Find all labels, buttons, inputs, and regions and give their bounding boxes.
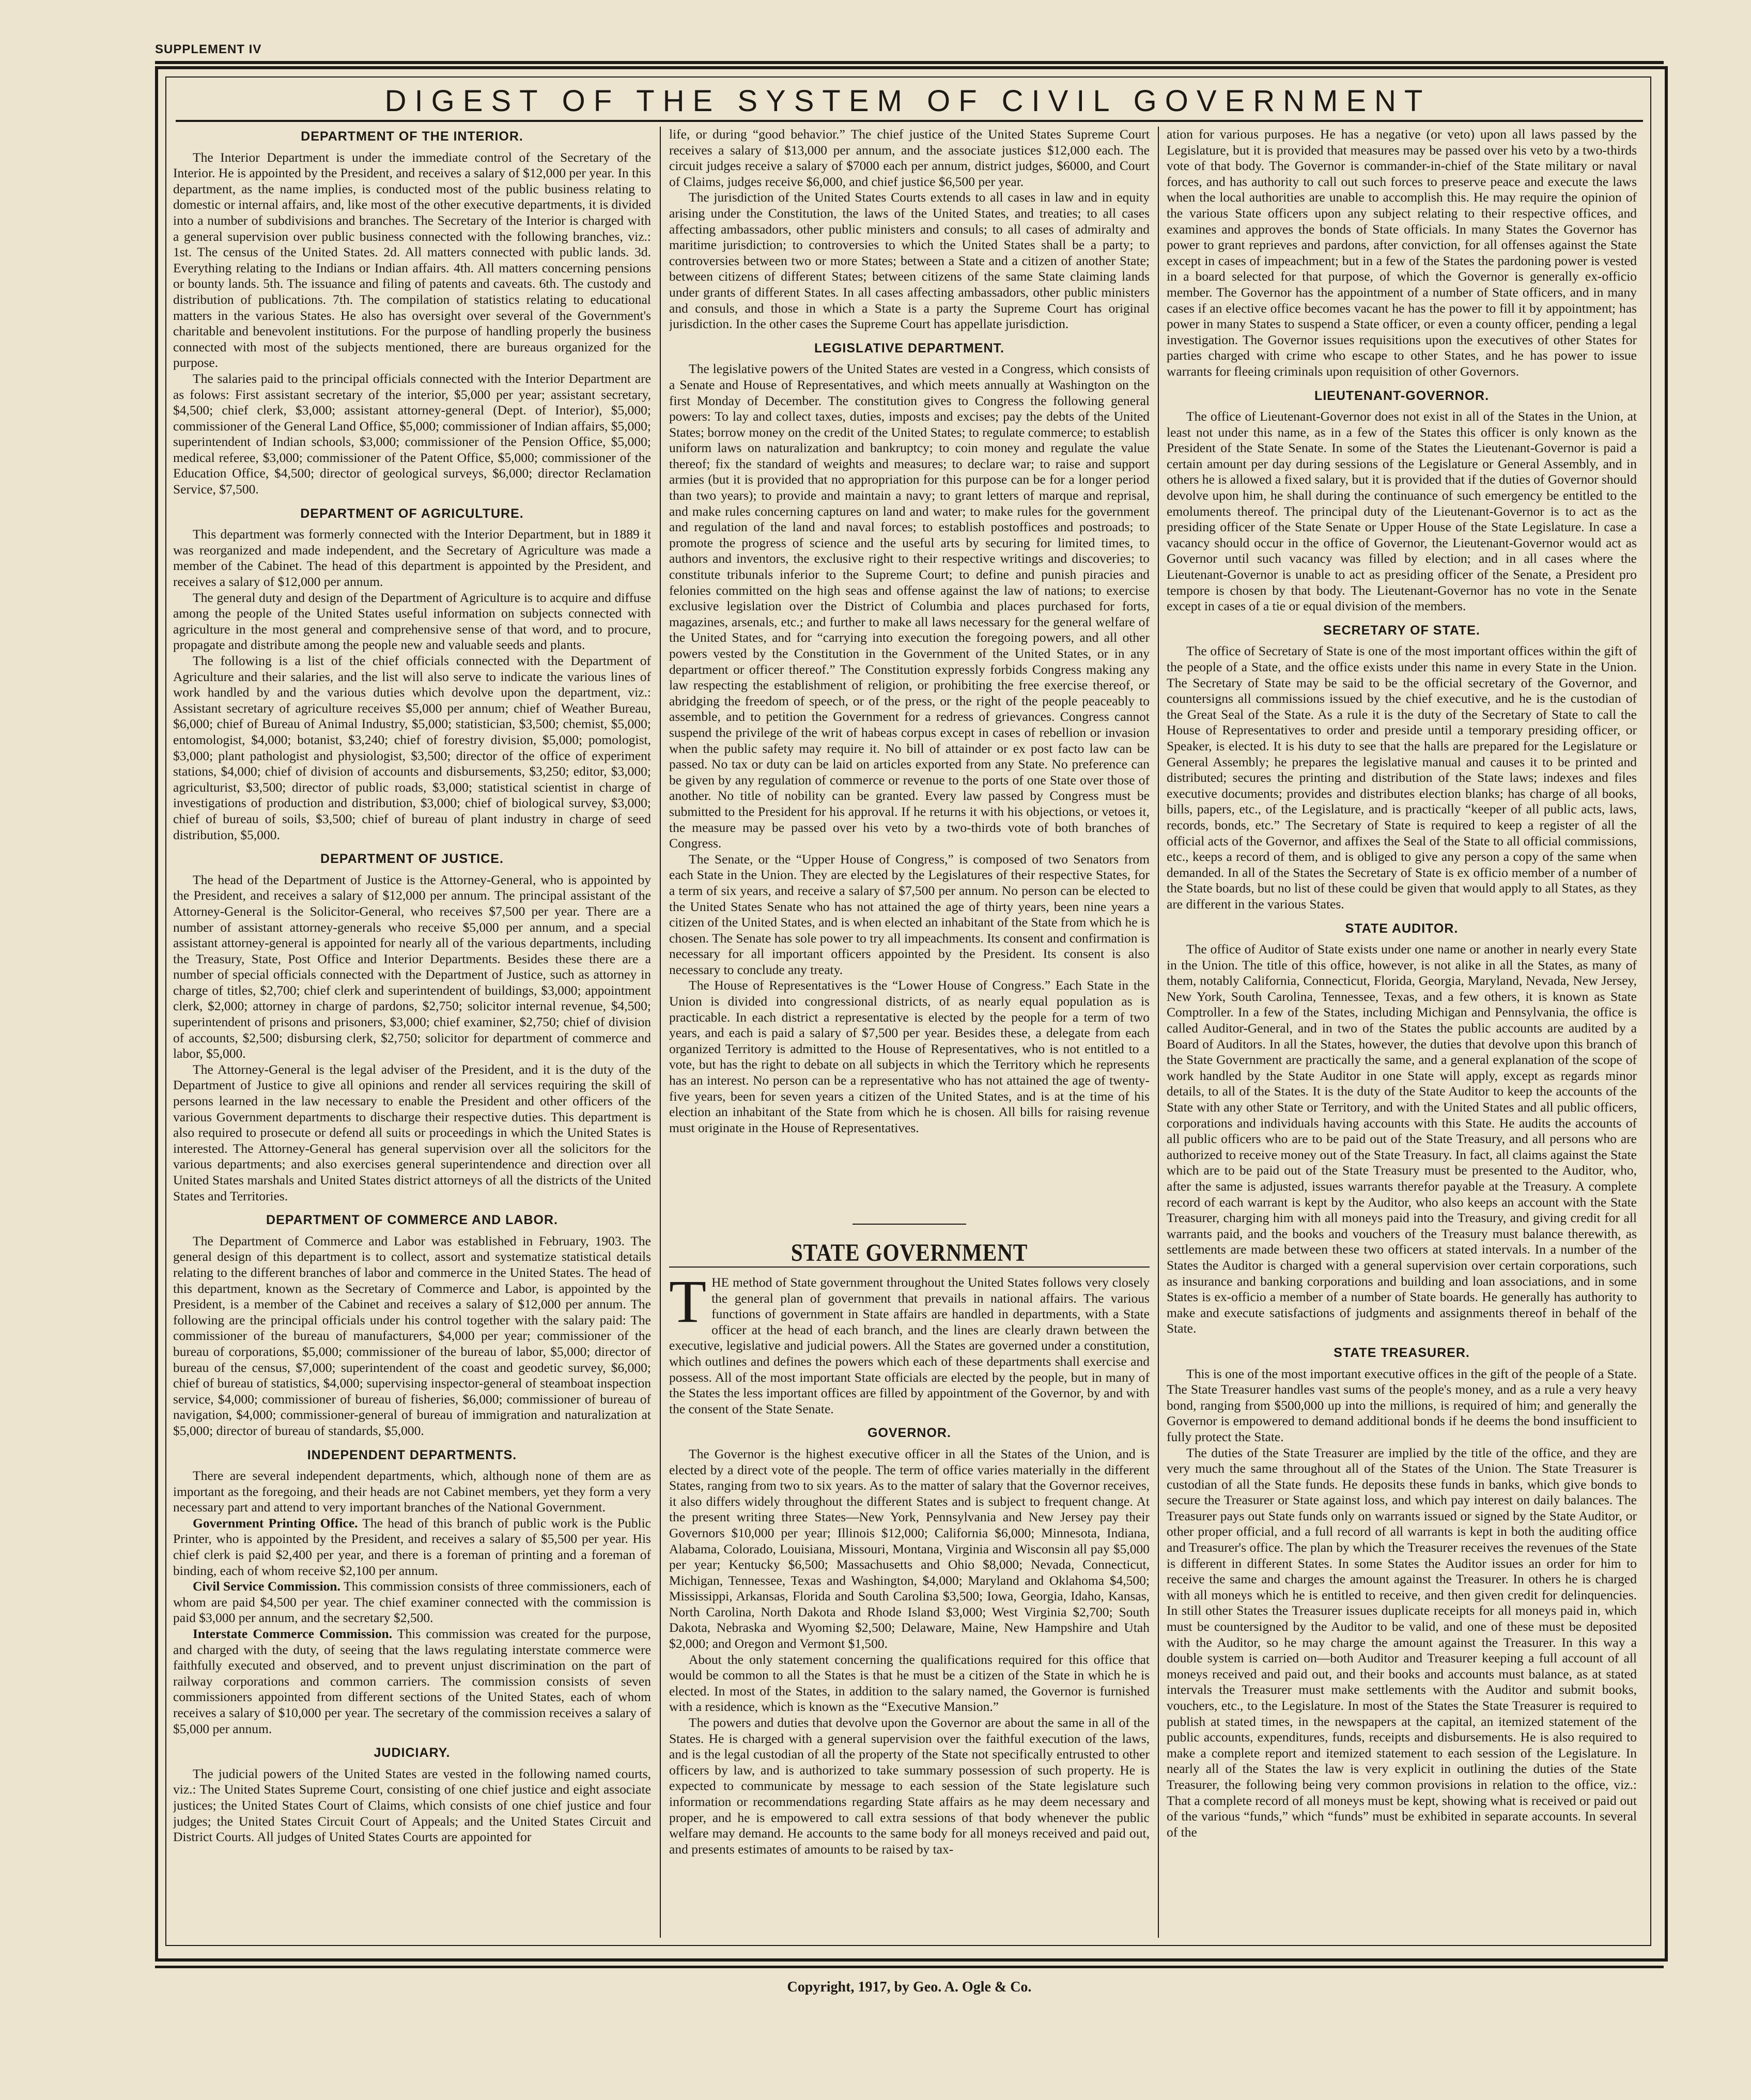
paragraph: The Department of Commerce and Labor was established in February, 1903. The general design of this department is to collect, assort and systematize statistical details relating to the different branches of labor and commerce in the United States. The head of this department, known as the Secretary of Commerce and Labor, is appointed by the President, is a member of the Cabinet and receives a salary of $12,000 per annum. The following are the principal officials under his control together with the salary paid: The commissioner of the bureau of manufacturers, $4,000 per year; commissioner of the bureau of corporations, $5,000; commissioner of the bureau of labor, $5,000; director of bureau of the census, $7,000; superintendent of the coast and geodetic survey, $6,000; chief of bureau of statistics, $4,000; supervising inspector-general of steamboat inspection service, $4,000; commissioner of bureau of fisheries, $6,000; commissioner of bureau of navigation, $4,000; commissioner-general of bureau of immigration and naturalization at $5,000; director of bureau of standards, $5,000. (173, 1233, 651, 1438)
paragraph (173, 1516, 651, 1579)
heading-commerce: DEPARTMENT OF COMMERCE AND LABOR. (266, 1213, 558, 1228)
drop-cap: T (669, 1268, 707, 1335)
heading-state-treasurer: STATE TREASURER. (1334, 1345, 1470, 1360)
paragraph: About the only statement concerning the qualifications required for this office that would be common to all the States is that he must be a citizen of the State in which he is elected. In most of the States, in addition to the salary named, the Governor is furnished with a residence, which is known as the “Executive Mansion.” (669, 1651, 1150, 1715)
paragraph: The salaries paid to the principal officials connected with the Interior Department are as folows: First assistant secretary of the interior, $5,000 per year; assistant secretary, $4,500; chief clerk, $3,000; assistant attorney-general (Dept. of Interior), $5,000; commissioner of the General Land Office, $5,000; commissioner of Indian affairs, $5,000; superintendent of Indian schools, $3,000; commissioner of the Pension Office, $5,000; medical referee, $3,000; commissioner of the Patent Office, $5,000; commissioner of the Education Office, $4,500; director of geological surveys, $6,000; director Reclamation Service, $7,500. (173, 370, 651, 497)
heading-judiciary: JUDICIARY. (374, 1746, 451, 1761)
paragraph (669, 1268, 1150, 1417)
text-icc: This commission was created for the purpose, and charged with the duty, of seeing that the laws regulating interstate commerce were faithfully executed and observed, and to prevent unjust discrimination on the part of railway corporations and common carriers. The commission consists of seven commissioners appointed from different sections of the United States, each of whom receives a salary of $10,000 per year. The secretary of the commission receives a salary of $5,000 per annum. (173, 1626, 651, 1736)
paragraph: The office of Lieutenant-Governor does not exist in all of the States in the Union, at least not under this name, as in a few of the States this officer is only known as the President of the State Senate. In some of the States the Lieutenant-Governor is paid a certain amount per day during sessions of the Legislature or General Assembly, and in others he is allowed a fixed salary, but it is provided that if the duties of Governor should devolve upon him, he shall during the continuance of such emergency be entitled to the emoluments thereof. The principal duty of the Lieutenant-Governor is to act as the presiding officer of the State Senate or Upper House of the State Legislature. In case a vacancy should occur in the office of Governor, the Lieutenant-Governor would act as Governor until such vacancy was filled by election; and in all cases where the Lieutenant-Governor is unable to act as presiding officer of the Senate, a President pro tempore is chosen by that body. The Lieutenant-Governor has no vote in the Senate except in cases of a tie or equal division of the members. (1167, 409, 1637, 614)
paragraph: The Interior Department is under the immediate control of the Secretary of the Interior. He is appointed by the President, and receives a salary of $12,000 per year. In this department, as the name implies, is conducted most of the public business relating to domestic or internal affairs, and, like most of the other executive departments, it is divided into a number of subdivisions and branches. The Secretary of the Interior is charged with a general supervision over public business connected with the following branches, viz.: 1st. The census of the United States. 2d. All matters connected with public lands. 3d. Everything relating to the Indians or Indian affairs. 4th. All matters concerning pensions or bounty lands. 5th. The issuance and filing of patents and caveats. 6th. The custody and distribution of publications. 7th. The compilation of statistics relating to educational matters in the various States. He also has oversight over several of the Government's charitable and benevolent institutions. For the purpose of handling properly the business connected with most of the subjects mentioned, there are bureaus organized for the purpose. (173, 149, 651, 370)
heading-legislative: LEGISLATIVE DEPARTMENT. (814, 341, 1004, 356)
text-state-gov: HE method of State government throughout the United States follows very closely the general plan of government that prevails in national affairs. The various functions of government in State affairs are handled in departments, with a State officer at the head of each branch, and the lines are clearly drawn between the executive, legislative and judicial powers. All the States are governed under a constitution, which outlines and defines the powers which each of these departments shall exercise and possess. All of the most important State officials are elected by the people, but in many of the States the less important offices are filled by appointment of the Governor, by and with the consent of the State Senate. (669, 1275, 1150, 1416)
heading-state-auditor: STATE AUDITOR. (1345, 921, 1459, 936)
paragraph: This department was formerly connected with the Interior Department, but in 1889 it was reorganized and made independent, and the Secretary of Agriculture was made a member of the Cabinet. The head of this department is appointed by the President, and receives a salary of $12,000 per annum. (173, 527, 651, 590)
column-2 (669, 127, 1150, 1938)
section-separator (853, 1224, 966, 1225)
paragraph (173, 1626, 651, 1737)
heading-agriculture: DEPARTMENT OF AGRICULTURE. (300, 506, 524, 521)
heading-justice: DEPARTMENT OF JUSTICE. (320, 852, 504, 867)
title-rule (176, 120, 1643, 122)
paragraph: The Senate, or the “Upper House of Congress,” is composed of two Senators from each State in the Union. They are elected by the Legislatures of their respective States, for a term of six years, and receive a salary of $7,500 per annum. No person can be elected to the United States Senate who has not attained the age of thirty years, been nine years a citizen of the United States, and is when elected an inhabitant of the State from which he is chosen. The Senate has sole power to try all impeachments. Its consent and confirmation is necessary for all important officers appointed by the President. Its consent is also necessary to conclude any treaty. (669, 851, 1150, 977)
lead-csc: Civil Service Commission. (193, 1579, 340, 1594)
bottom-rule (155, 1966, 1664, 1968)
paragraph: The general duty and design of the Department of Agriculture is to acquire and diffuse among the people of the United States useful information on subjects connected with agriculture in the most general and comprehensive sense of that word, and to procure, propagate and distribute among the people new and valuable seeds and plants. (173, 590, 651, 653)
copyright-line: Copyright, 1917, by Geo. A. Ogle & Co. (787, 1979, 1032, 1995)
heading-state-government: STATE GOVERNMENT (791, 1239, 1028, 1267)
lead-gpo: Government Printing Office. (193, 1515, 358, 1531)
paragraph: life, or during “good behavior.” The chief justice of the United States Supreme Court receives a salary of $13,000 per annum, and the associate justices $12,000 each. The circuit judges receive a salary of $7000 each per annum, district judges, $6000, and Court of Claims, judges receive $6,000, and chief justice $6,500 per year. (669, 127, 1150, 189)
paragraph: ation for various purposes. He has a negative (or veto) upon all laws passed by the Legislature, but it is provided that measures may be passed over his veto by a two-thirds vote of that body. The Governor is commander-in-chief of the State military or naval forces, and has authority to call out such forces to preserve peace and execute the laws when the local authorities are unable to accomplish this. He may require the opinion of the various State officers upon any subject relating to their respective offices, and examines and approves the bonds of State officials. In many States the Governor has power to grant reprieves and pardons, after conviction, for all offenses against the State except in cases of impeachment; but in a few of the States the pardoning power is vested in a board selected for that purpose, of which the Governor is generally ex-officio member. The Governor has the appointment of a number of State officers, and in many cases if an elective office becomes vacant he has the power to fill it by appointment; has power in many States to suspend a State officer, or even a county officer, pending a legal investigation. The Governor issues requisitions upon the executives of other States for parties charged with crime who escape to other States, and he has power to issue warrants for fleeing criminals upon requisition of other Governors. (1167, 127, 1637, 379)
column-3 (1167, 127, 1637, 1938)
paragraph: The legislative powers of the United States are vested in a Congress, which consists of a Senate and House of Representatives, and which meets annually at Washington on the first Monday of December. The constitution gives to Congress the following general powers: To lay and collect taxes, duties, imposts and excises; pay the debts of the United States; borrow money on the credit of the United States; to regulate commerce; to establish uniform laws on naturalization and bankruptcy; to coin money and regulate the value thereof; fix the standard of weights and measures; to declare war; to raise and support armies (but it is provided that no appropriation for this purpose can be for a longer period than two years); to provide and maintain a navy; to grant letters of marque and reprisal, and make rules concerning captures on land and water; to make rules for the government and regulation of the land and naval forces; to establish postoffices and postroads; to promote the progress of science and the useful arts by securing for limited times, to authors and inventors, the exclusive right to their respective writings and discoveries; to constitute tribunals inferior to the Supreme Court; to define and punish piracies and felonies committed on the high seas and offense against the law of nations; to exercise exclusive legislation over the District of Columbia and places purchased for forts, magazines, arsenals, etc.; and further to make all laws necessary for the general welfare of the United States, and for “carrying into execution the foregoing powers, and all other powers vested by the Constitution in the Government of the United States, or in any department or officer thereof.” The Constitution expressly forbids Congress making any law respecting the establishment of religion, or prohibiting the free exercise thereof, or abridging the freedom of speech, or of the press, or the right of the people peaceably to assemble, and to petition the Government for a redress of grievances. Congress cannot suspend the privilege of the writ of habeas corpus except in cases of rebellion or invasion when the public safety may require it. No bill of attainder or ex post facto law can be passed. No tax or duty can be laid on articles exported from any State. No preference can be given by any regulation of commerce or revenue to the ports of one State over those of another. No title of nobility can be granted. Every law passed by Congress must be submitted to the President for his approval. If he returns it with his objections, or vetoes it, the measure may be passed over his veto by a two-thirds vote of both branches of Congress. (669, 361, 1150, 851)
paragraph: There are several independent departments, which, although none of them are as important as the foregoing, and their heads are not Cabinet members, yet they form a very necessary part and attend to very important branches of the National Government. (173, 1468, 651, 1515)
paragraph: The office of Auditor of State exists under one name or another in nearly every State in the Union. The title of this office, however, is not alike in all the States, as many of them, notably California, Connecticut, Florida, Georgia, Maryland, Nevada, New Jersey, New York, South Carolina, Tennessee, Texas, and a few others, it is known as State Comptroller. In a few of the States, including Michigan and Pennsylvania, the office is called Auditor-General, and in two of the States the public accounts are audited by a Board of Auditors. In all the States, however, the duties that devolve upon this branch of the State Government are practically the same, and a general explanation of the scope of work handled by the State Auditor in one State will apply, except as regards minor details, to all of the States. It is the duty of the State Auditor to keep the accounts of the State with any other State or Territory, and with the United States and all public officers, corporations and individuals having accounts with this State. He audits the accounts of all public officers who are to be paid out of the State Treasury, and all persons who are authorized to receive money out of the State Treasury. In fact, all claims against the State which are to be paid out of the State Treasury must be presented to the Auditor, who, after the same is adjusted, issues warrants therefor payable at the Treasury. A complete record of each warrant is kept by the Auditor, who also keeps an account with the State Treasurer, charging him with all moneys paid into the Treasury, and giving credit for all warrants paid, and the books and vouchers of the Treasury must balance therewith, as settlements are made between these two officers at stated intervals. In a number of the States the Auditor is charged with a general supervision over certain corporations, such as insurance and banking corporations and building and loan associations, and in some States is ex-officio a member of a number of State boards. He generally has authority to make and execute satisfactions of judgments and assignments thereof in behalf of the State. (1167, 941, 1637, 1336)
heading-governor: GOVERNOR. (867, 1426, 951, 1441)
column-divider-2 (1158, 127, 1159, 1938)
paragraph: This is one of the most important executive offices in the gift of the people of a State. The State Treasurer handles vast sums of the people's money, and as a rule a very heavy bond, ranging from $500,000 up into the millions, is required of him; and generally the Governor is empowered to demand additional bonds if he deems the bond insufficient to fully protect the State. (1167, 1366, 1637, 1444)
top-rule (155, 61, 1664, 64)
text-gpo: The head of this branch of public work is the Public Printer, who is appointed by the President, and receives a salary of $5,500 per year. His chief clerk is paid $2,400 per year, and there is a foreman of printing and a foreman of binding, each of whom receive $2,100 per annum. (173, 1515, 651, 1578)
heading-interior: DEPARTMENT OF THE INTERIOR. (301, 129, 523, 144)
paragraph: The powers and duties that devolve upon the Governor are about the same in all of the States. He is charged with a general supervision over the faithful execution of the laws, and is the legal custodian of all the property of the State not specifically entrusted to other officers by law, and is authorized to take summary possession of such property. He is expected to communicate by message to each session of the State legislature such information or recommendations regarding State affairs as he may deem necessary and proper, and he is empowered to call extra sessions of that body whenever the public welfare may demand. He accounts to the same body for all moneys received and paid out, and presents estimates of amounts to be raised by tax- (669, 1715, 1150, 1857)
paragraph: The jurisdiction of the United States Courts extends to all cases in law and in equity arising under the Constitution, the laws of the United States, and treaties; to all cases affecting ambassadors, other public ministers and consuls; to all cases of admiralty and maritime jurisdiction; to controversies to which the United States shall be a party; to controversies between two or more States; between a State and a citizen of another State; between citizens of different States; between citizens of the same State claiming lands under grants of different States. In all cases affecting ambassadors, other public ministers and consuls, and those in which a State is a party the Supreme Court has original jurisdiction. In the other cases the Supreme Court has appellate jurisdiction. (669, 190, 1150, 332)
paragraph: The head of the Department of Justice is the Attorney-General, who is appointed by the President, and receives a salary of $12,000 per annum. The principal assistant of the Attorney-General is the Solicitor-General, who receives $7,500 per year. There are a number of assistant attorney-generals who receive $5,000 per annum, and a special assistant attorney-general is appointed for nearly all of the various departments, including the Treasury, State, Post Office and Interior Departments. Besides these there are a number of special officials connected with the Department of Justice, such as attorney in charge of titles, $2,700; chief clerk and superintendent of buildings, $3,000; appointment clerk, $2,000; attorney in charge of pardons, $2,750; solicitor internal revenue, $4,500; superintendent of prisons and prisoners, $3,000; chief examiner, $2,750; chief of division of accounts, $2,500; disbursing clerk, $2,750; solicitor for department of commerce and labor, $5,000. (173, 872, 651, 1061)
paragraph: The judicial powers of the United States are vested in the following named courts, viz.: The United States Supreme Court, consisting of one chief justice and eight associate justices; the United States Court of Claims, which consists of one chief justice and four judges; the United States Circuit Court of Appeals; and the United States Circuit and District Courts. All judges of United States Courts are appointed for (173, 1766, 651, 1845)
paragraph: The Attorney-General is the legal adviser of the President, and it is the duty of the Department of Justice to give all opinions and render all services requiring the skill of persons learned in the law necessary to enable the President and other officers of the various Government departments to discharge their respective duties. This department is also required to prosecute or defend all suits or proceedings in which the United States is interested. The Attorney-General has general supervision over all the solicitors for the various departments; and also exercises general superintendence and direction over all United States marshals and United States district attorneys of all the districts of the United States and Territories. (173, 1061, 651, 1203)
paragraph: The duties of the State Treasurer are implied by the title of the office, and they are very much the same throughout all of the States of the Union. The State Treasurer is custodian of all the State funds. He deposits these funds in banks, which give bonds to secure the Treasurer or State against loss, and which pay interest on daily balances. The Treasurer pays out State funds only on warrants issued or signed by the State Auditor, or other proper official, and a full record of all warrants is kept in both the auditing office and Treasurer's office. The plan by which the Treasurer receives the revenues of the State is different in different States. In some States the Auditor issues an order for him to receive the same and charges the amount against the Treasurer. In others he is charged with all moneys which he is entitled to receive, and then given credit for delinquencies. In still other States the Treasurer issues duplicate receipts for all moneys paid in, which must be countersigned by the Auditor to be valid, and one of these must be deposited with the Auditor, so he may charge the amount against the Treasurer. In this way a double system is carried on—both Auditor and Treasurer keeping a full account of all moneys received and paid out, and their books and accounts must balance, as at stated intervals the Treasurer must make settlements with the Auditor and submit books, vouchers, etc., to the Legislature. In most of the States the State Treasurer is required to publish at stated times, in the newspapers at the capital, an itemized statement of the public accounts, expenditures, funds, receipts and disbursements. He is also required to make a complete report and itemized statement to each session of the Legislature. In nearly all of the States the law is very explicit in outlining the duties of the State Treasurer, the following being very common provisions in relation to the office, viz.: That a complete record of all moneys must be kept, showing what is received or paid out of the various “funds,” which “funds” must be exhibited in separate accounts. In several of the (1167, 1445, 1637, 1840)
supplement-label: SUPPLEMENT IV (155, 42, 262, 56)
paragraph (173, 1579, 651, 1626)
heading-independent: INDEPENDENT DEPARTMENTS. (307, 1447, 517, 1462)
heading-secretary-of-state: SECRETARY OF STATE. (1323, 623, 1480, 638)
paragraph: The Governor is the highest executive officer in all the States of the Union, and is elected by a direct vote of the people. The term of office varies materially in the different States, ranging from two to six years. As to the matter of salary that the Governor receives, it also differs widely throughout the different States and is subject to frequent change. At the present writing three States—New York, Pennsylvania and New Jersey pay their Governors $10,000 per year; Illinois $12,000; California $6,000; Minnesota, Indiana, Alabama, Colorado, Louisiana, Missouri, Montana, Virginia and Wisconsin all pay $5,000 per year; Kentucky $6,500; Massachusetts and Ohio $8,000; Nevada, Connecticut, Michigan, Tennessee, Texas and Washington, $4,000; Maryland and Oklahoma $4,500; Mississippi, Arkansas, Florida and South Carolina $3,500; Iowa, Georgia, Idaho, Kansas, North Carolina, North Dakota and Rhode Island $3,000; West Virginia $2,700; South Dakota, Nebraska and Wyoming $2,500; Delaware, Maine, New Hampshire and Utah $2,000; and Oregon and Vermont $1,500. (669, 1446, 1150, 1651)
paragraph: The following is a list of the chief officials connected with the Department of Agriculture and their salaries, and the list will also serve to indicate the various lines of work handled by and the various duties which devolve upon the department, viz.: Assistant secretary of agriculture receives $5,000 per annum; chief of Weather Bureau, $6,000; chief of Bureau of Animal Industry, $5,000; statistician, $3,500; chemist, $5,000; entomologist, $4,000; botanist, $3,240; chief of forestry division, $5,000; pomologist, $3,000; plant pathologist and physiologist, $3,500; director of the office of experiment stations, $4,000; chief of division of accounts and disbursements, $3,250; editor, $3,000; agriculturist, $3,500; director of public roads, $3,000; statistical scientist in charge of investigations of production and distribution, $3,000; chief of biological survey, $3,000; chief of bureau of soils, $3,500; chief of bureau of plant industry in charge of seed distribution, $5,000. (173, 653, 651, 842)
paragraph: The House of Representatives is the “Lower House of Congress.” Each State in the Union is divided into congressional districts, of as nearly equal population as is practicable. In each district a representative is elected by the people for a term of two years, and each is paid a salary of $7,500 per year. Besides these, a delegate from each organized Territory is admitted to the House of Representatives, who is not entitled to a vote, but has the right to debate on all subjects in which the Territory which he represents has an interest. No person can be a representative who has not attained the age of twenty-five years, been for seven years a citizen of the United States, and is at the time of his election an inhabitant of the State from which he is chosen. All bills for raising revenue must originate in the House of Representatives. (669, 978, 1150, 1135)
heading-lieutenant-governor: LIEUTENANT-GOVERNOR. (1314, 388, 1490, 403)
column-1 (173, 127, 651, 1938)
text-csc: This commission consists of three commissioners, each of whom are paid $4,500 per year. The chief examiner connected with the commission is paid $3,000 per annum, and the secretary $2,500. (173, 1579, 651, 1626)
page-title: DIGEST OF THE SYSTEM OF CIVIL GOVERNMENT (384, 84, 1431, 118)
lead-icc: Interstate Commerce Commission. (193, 1626, 393, 1642)
paragraph: The office of Secretary of State is one of the most important offices within the gift of the people of a State, and the office exists under this name in every State in the Union. The Secretary of State may be said to be the official secretary of the Governor, and countersigns all commissions issued by the chief executive, and he is the custodian of the Great Seal of the State. As a rule it is the duty of the Secretary of State to call the House of Representatives to order and preside until a temporary presiding officer, or Speaker, is elected. It is his duty to see that the halls are prepared for the Legislature or General Assembly; he prepares the legislative manual and causes it to be printed and distributed; secures the printing and distribution of the State laws; indexes and files executive documents; provides and distributes election blanks; has charge of all books, bills, papers, etc., of the Legislature, and is practically “keeper of all public acts, laws, records, bonds, etc.” The Secretary of State is required to keep a register of all the official acts of the Governor, and affixes the Seal of the State to all official commissions, etc., keeps a record of them, and is obliged to give any person a copy of the same when demanded. In all of the States the Secretary of State is ex officio member of a number of the State boards, but no list of these could be given that would apply to all States, as they are different in the various States. (1167, 643, 1637, 912)
column-divider-1 (660, 127, 661, 1938)
